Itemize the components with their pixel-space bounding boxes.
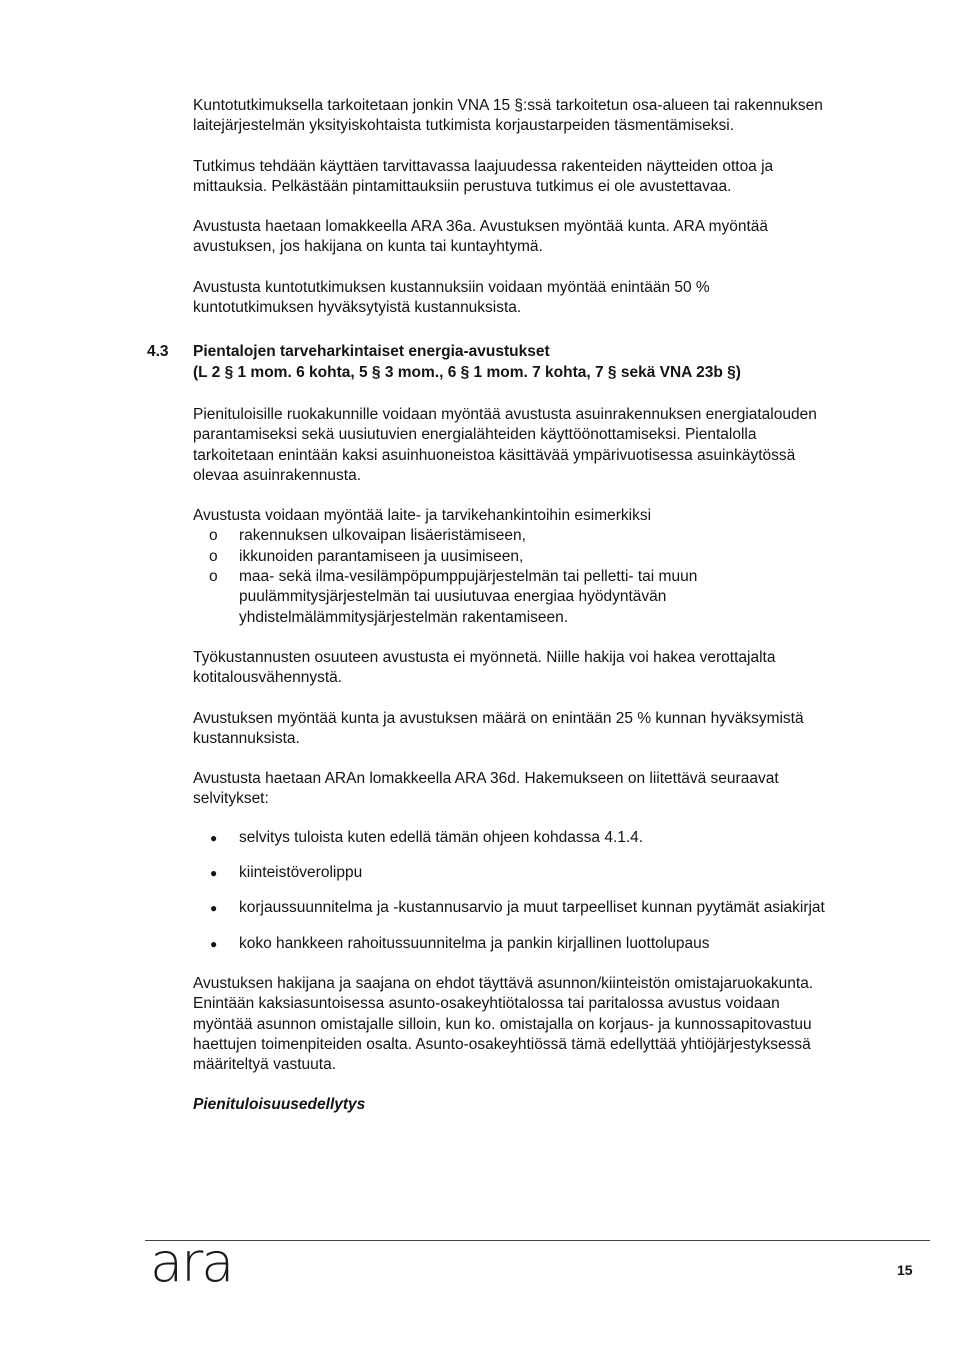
list-item: ● kiinteistöverolippu	[210, 864, 363, 882]
section-title: Pientalojen tarveharkintaiset energia-avustukset	[193, 343, 550, 361]
section-subtitle: (L 2 § 1 mom. 6 kohta, 5 § 3 mom., 6 § 1 mom. 7 kohta, 7 § sekä VNA 23b §)	[193, 363, 741, 381]
paragraph-applicant-conditions: Avustuksen hakijana ja saajana on ehdot täyttävä asunnon/kiinteistön omistajaruokakunta. Enintään kaksiasuntoisessa asunto-osakeyhtiötalossa tai paritalossa avustus voidaan myöntää asunnon omistajalle silloin, kun ko. omistajalla on korjaus- ja kunnossapitovastuu haettujen toimenpiteiden osalta. Asunto-osakeyhtiössä tämä edellyttää yhtiöjärjestyksessä määriteltyä vastuuta.	[193, 974, 814, 1074]
list-item: ● korjaussuunnitelma ja -kustannusarvio ja muut tarpeelliset kunnan pyytämät asiakirjat	[210, 899, 825, 917]
list-item: o rakennuksen ulkovaipan lisäeristämiseen,	[209, 527, 526, 545]
paragraph-application-form: Avustusta haetaan lomakkeella ARA 36a. Avustuksen myöntää kunta. ARA myöntää avustuksen, jos hakijana on kunta tai kuntayhtymä.	[193, 218, 769, 256]
footer-divider	[145, 1240, 930, 1241]
section-number: 4.3	[147, 343, 169, 361]
subheading-low-income-requirement: Pienituloisuusedellytys	[193, 1096, 366, 1114]
page-number: 15	[897, 1262, 913, 1278]
paragraph-grant-percentage: Avustuksen myöntää kunta ja avustuksen määrä on enintään 25 % kunnan hyväksymistä kustannuksista.	[193, 709, 804, 747]
paragraph-required-attachments: Avustusta haetaan ARAn lomakkeella ARA 36d. Hakemukseen on liitettävä seuraavat selvitykset:	[193, 770, 779, 808]
section-heading	[147, 342, 833, 383]
paragraph-equipment-intro: Avustusta voidaan myöntää laite- ja tarvikehankintoihin esimerkiksi	[193, 507, 652, 525]
paragraph-grant-amount: Avustusta kuntotutkimuksen kustannuksiin voidaan myöntää enintään 50 % kuntotutkimuksen hyväksytyistä kustannuksista.	[193, 278, 710, 317]
list-item: ● koko hankkeen rahoitussuunnitelma ja pankin kirjallinen luottolupaus	[210, 934, 710, 952]
paragraph-kuntotutkimus-definition: Kuntotutkimuksella tarkoitetaan jonkin VNA 15 §:ssä tarkoitetun osa-alueen tai rakennuksen laitejärjestelmän yksityiskohtaista tutkimista korjaustarpeiden täsmentämiseksi.	[193, 97, 823, 135]
paragraph-tutkimus-method: Tutkimus tehdään käyttäen tarvittavassa laajuudessa rakenteiden näytteiden ottoa ja mittauksia. Pelkästään pintamittauksiin perustuva tutkimus ei ole avustettavaa.	[193, 157, 774, 195]
attachments-list	[193, 828, 833, 954]
equipment-list	[193, 526, 833, 627]
paragraph-low-income-grant: Pienituloisille ruokakunnille voidaan myöntää avustusta asuinrakennuksen energiatalouden parantamiseksi sekä uusiutuvien energialähteiden käyttöönottamiseksi. Pientalolla tarkoitetaan enintään kaksi asuinhuoneistoa käsittävää ympärivuotisessa asuinkäytössä olevaa asuinrakennusta.	[193, 405, 817, 484]
list-item: o maa- sekä ilma-vesilämpöpumppujärjestelmän tai pelletti- tai muun puulämmitysjärjestelmän tai uusiutuvaa energiaa hyödyntävän yhdistelmälämmitysjärjestelmän rakentamiseen.	[209, 568, 698, 626]
list-item: ● selvitys tuloista kuten edellä tämän ohjeen kohdassa 4.1.4.	[210, 828, 644, 846]
list-item: o ikkunoiden parantamiseen ja uusimiseen,	[209, 547, 524, 565]
ara-logo: ara	[150, 1231, 233, 1294]
document-body	[147, 96, 833, 1116]
paragraph-labour-costs: Työkustannusten osuuteen avustusta ei myönnetä. Niille hakija voi hakea verottajalta kotitalousvähennystä.	[193, 648, 776, 687]
